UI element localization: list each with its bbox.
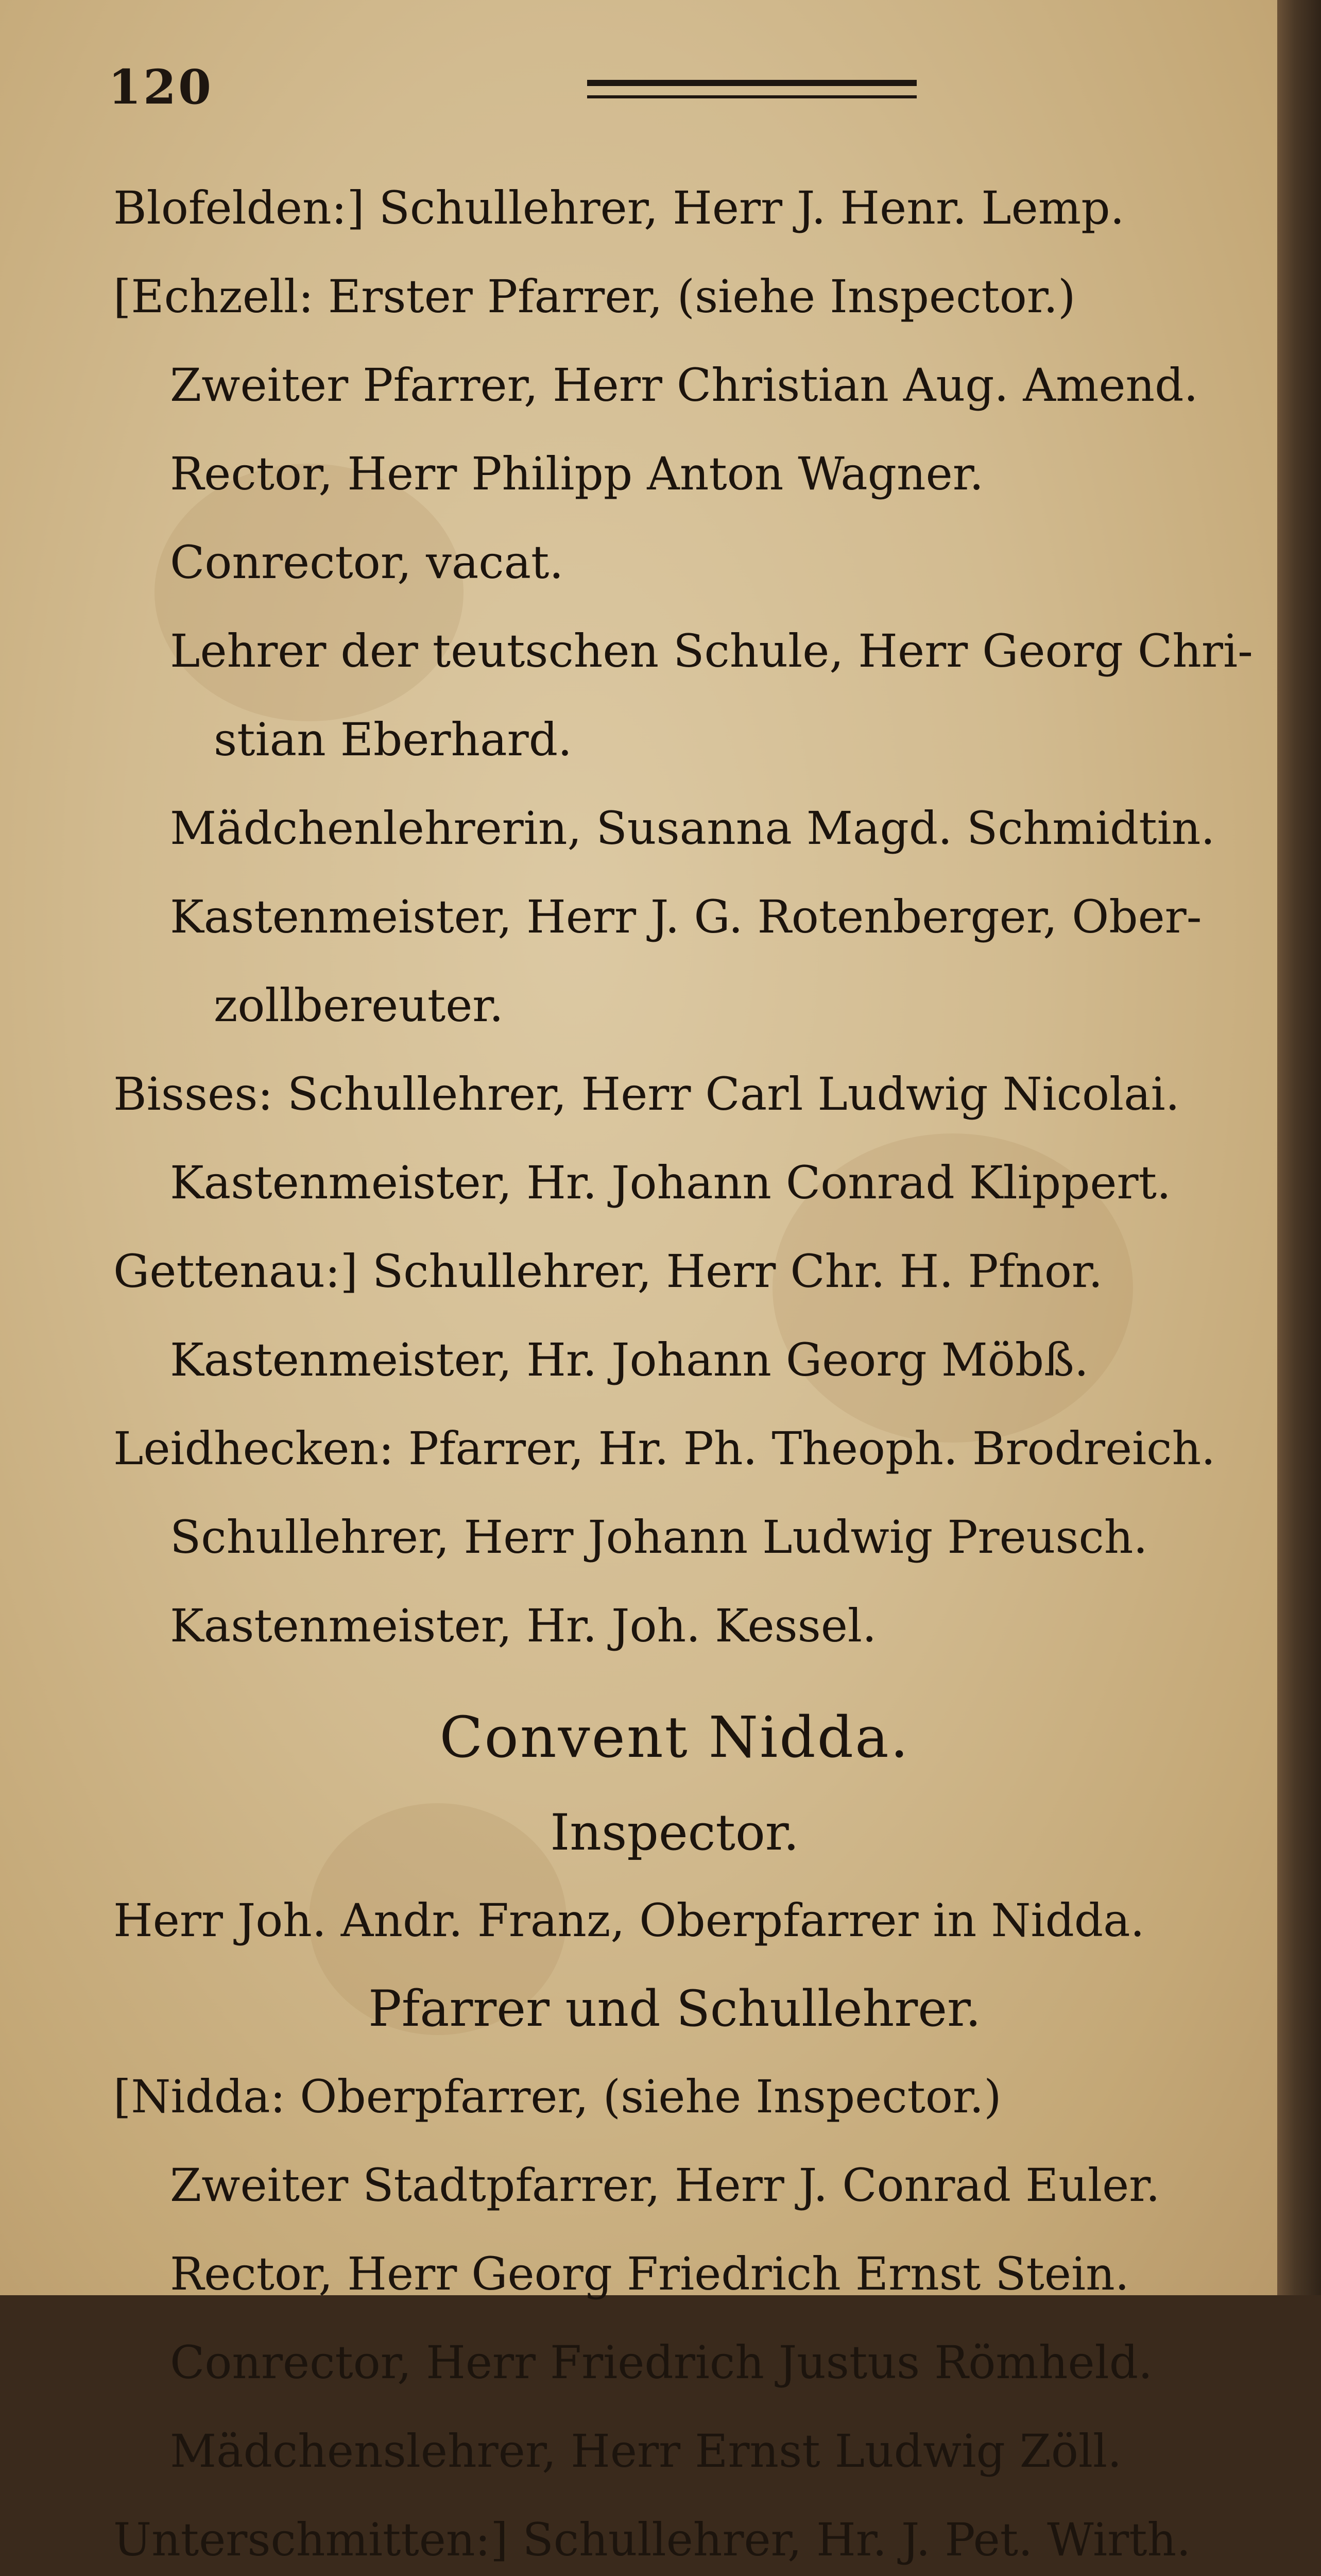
section-title: Convent Nidda.	[439, 1704, 910, 1770]
text-line: Bisses: Schullehrer, Herr Carl Ludwig Nicolai.	[113, 1067, 1180, 1121]
text-line: Unterschmitten:] Schullehrer, Hr. J. Pet. Wirth.	[113, 2513, 1191, 2566]
text-line: Schullehrer, Herr Johann Ludwig Preusch.	[170, 1511, 1148, 1564]
entries-top	[113, 164, 1253, 1670]
text-line: Leidhecken: Pfarrer, Hr. Ph. Theoph. Brodreich.	[113, 1422, 1216, 1475]
spacer	[113, 1670, 1236, 1686]
entries-bottom	[113, 2053, 1236, 2576]
pfarrer-heading: Pfarrer und Schullehrer.	[368, 1980, 981, 2038]
text-line: Lehrer der teutschen Schule, Herr Georg Chri-	[170, 624, 1253, 677]
text-line: Mädchenslehrer, Herr Ernst Ludwig Zöll.	[170, 2425, 1122, 2478]
inspector-line: Herr Joh. Andr. Franz, Oberpfarrer in Nidda.	[113, 1894, 1145, 1947]
page-number: 120	[108, 59, 214, 115]
page-header	[108, 49, 829, 116]
text-line: Blofelden:] Schullehrer, Herr J. Henr. Lemp.	[113, 181, 1125, 234]
text-line: Zweiter Stadtpfarrer, Herr J. Conrad Euler.	[170, 2159, 1160, 2212]
text-line: Zweiter Pfarrer, Herr Christian Aug. Amend.	[170, 359, 1198, 412]
text-line: Mädchenlehrerin, Susanna Magd. Schmidtin.	[170, 802, 1215, 855]
page-text	[113, 164, 1253, 2576]
text-line: Rector, Herr Georg Friedrich Ernst Stein.	[170, 2247, 1129, 2300]
text-line: Gettenau:] Schullehrer, Herr Chr. H. Pfnor.	[113, 1245, 1103, 1298]
text-line: Conrector, Herr Friedrich Justus Römheld.	[170, 2336, 1153, 2389]
text-line: [Echzell: Erster Pfarrer, (siehe Inspector.)	[113, 270, 1076, 323]
text-line: Conrector, vacat.	[170, 536, 564, 589]
text-line: Kastenmeister, Hr. Johann Georg Möbß.	[170, 1333, 1089, 1386]
inspector-heading: Inspector.	[550, 1804, 799, 1861]
text-line: zollbereuter.	[214, 979, 504, 1032]
header-rule	[587, 80, 917, 98]
text-line: Rector, Herr Philipp Anton Wagner.	[170, 447, 984, 500]
text-line: Kastenmeister, Herr J. G. Rotenberger, Ober-	[170, 890, 1202, 943]
text-line: Kastenmeister, Hr. Johann Conrad Klippert.	[170, 1156, 1171, 1209]
text-line: [Nidda: Oberpfarrer, (siehe Inspector.)	[113, 2070, 1002, 2123]
book-spine	[1277, 0, 1321, 2295]
text-line: stian Eberhard.	[214, 713, 573, 766]
text-line: Kastenmeister, Hr. Joh. Kessel.	[170, 1599, 877, 1652]
